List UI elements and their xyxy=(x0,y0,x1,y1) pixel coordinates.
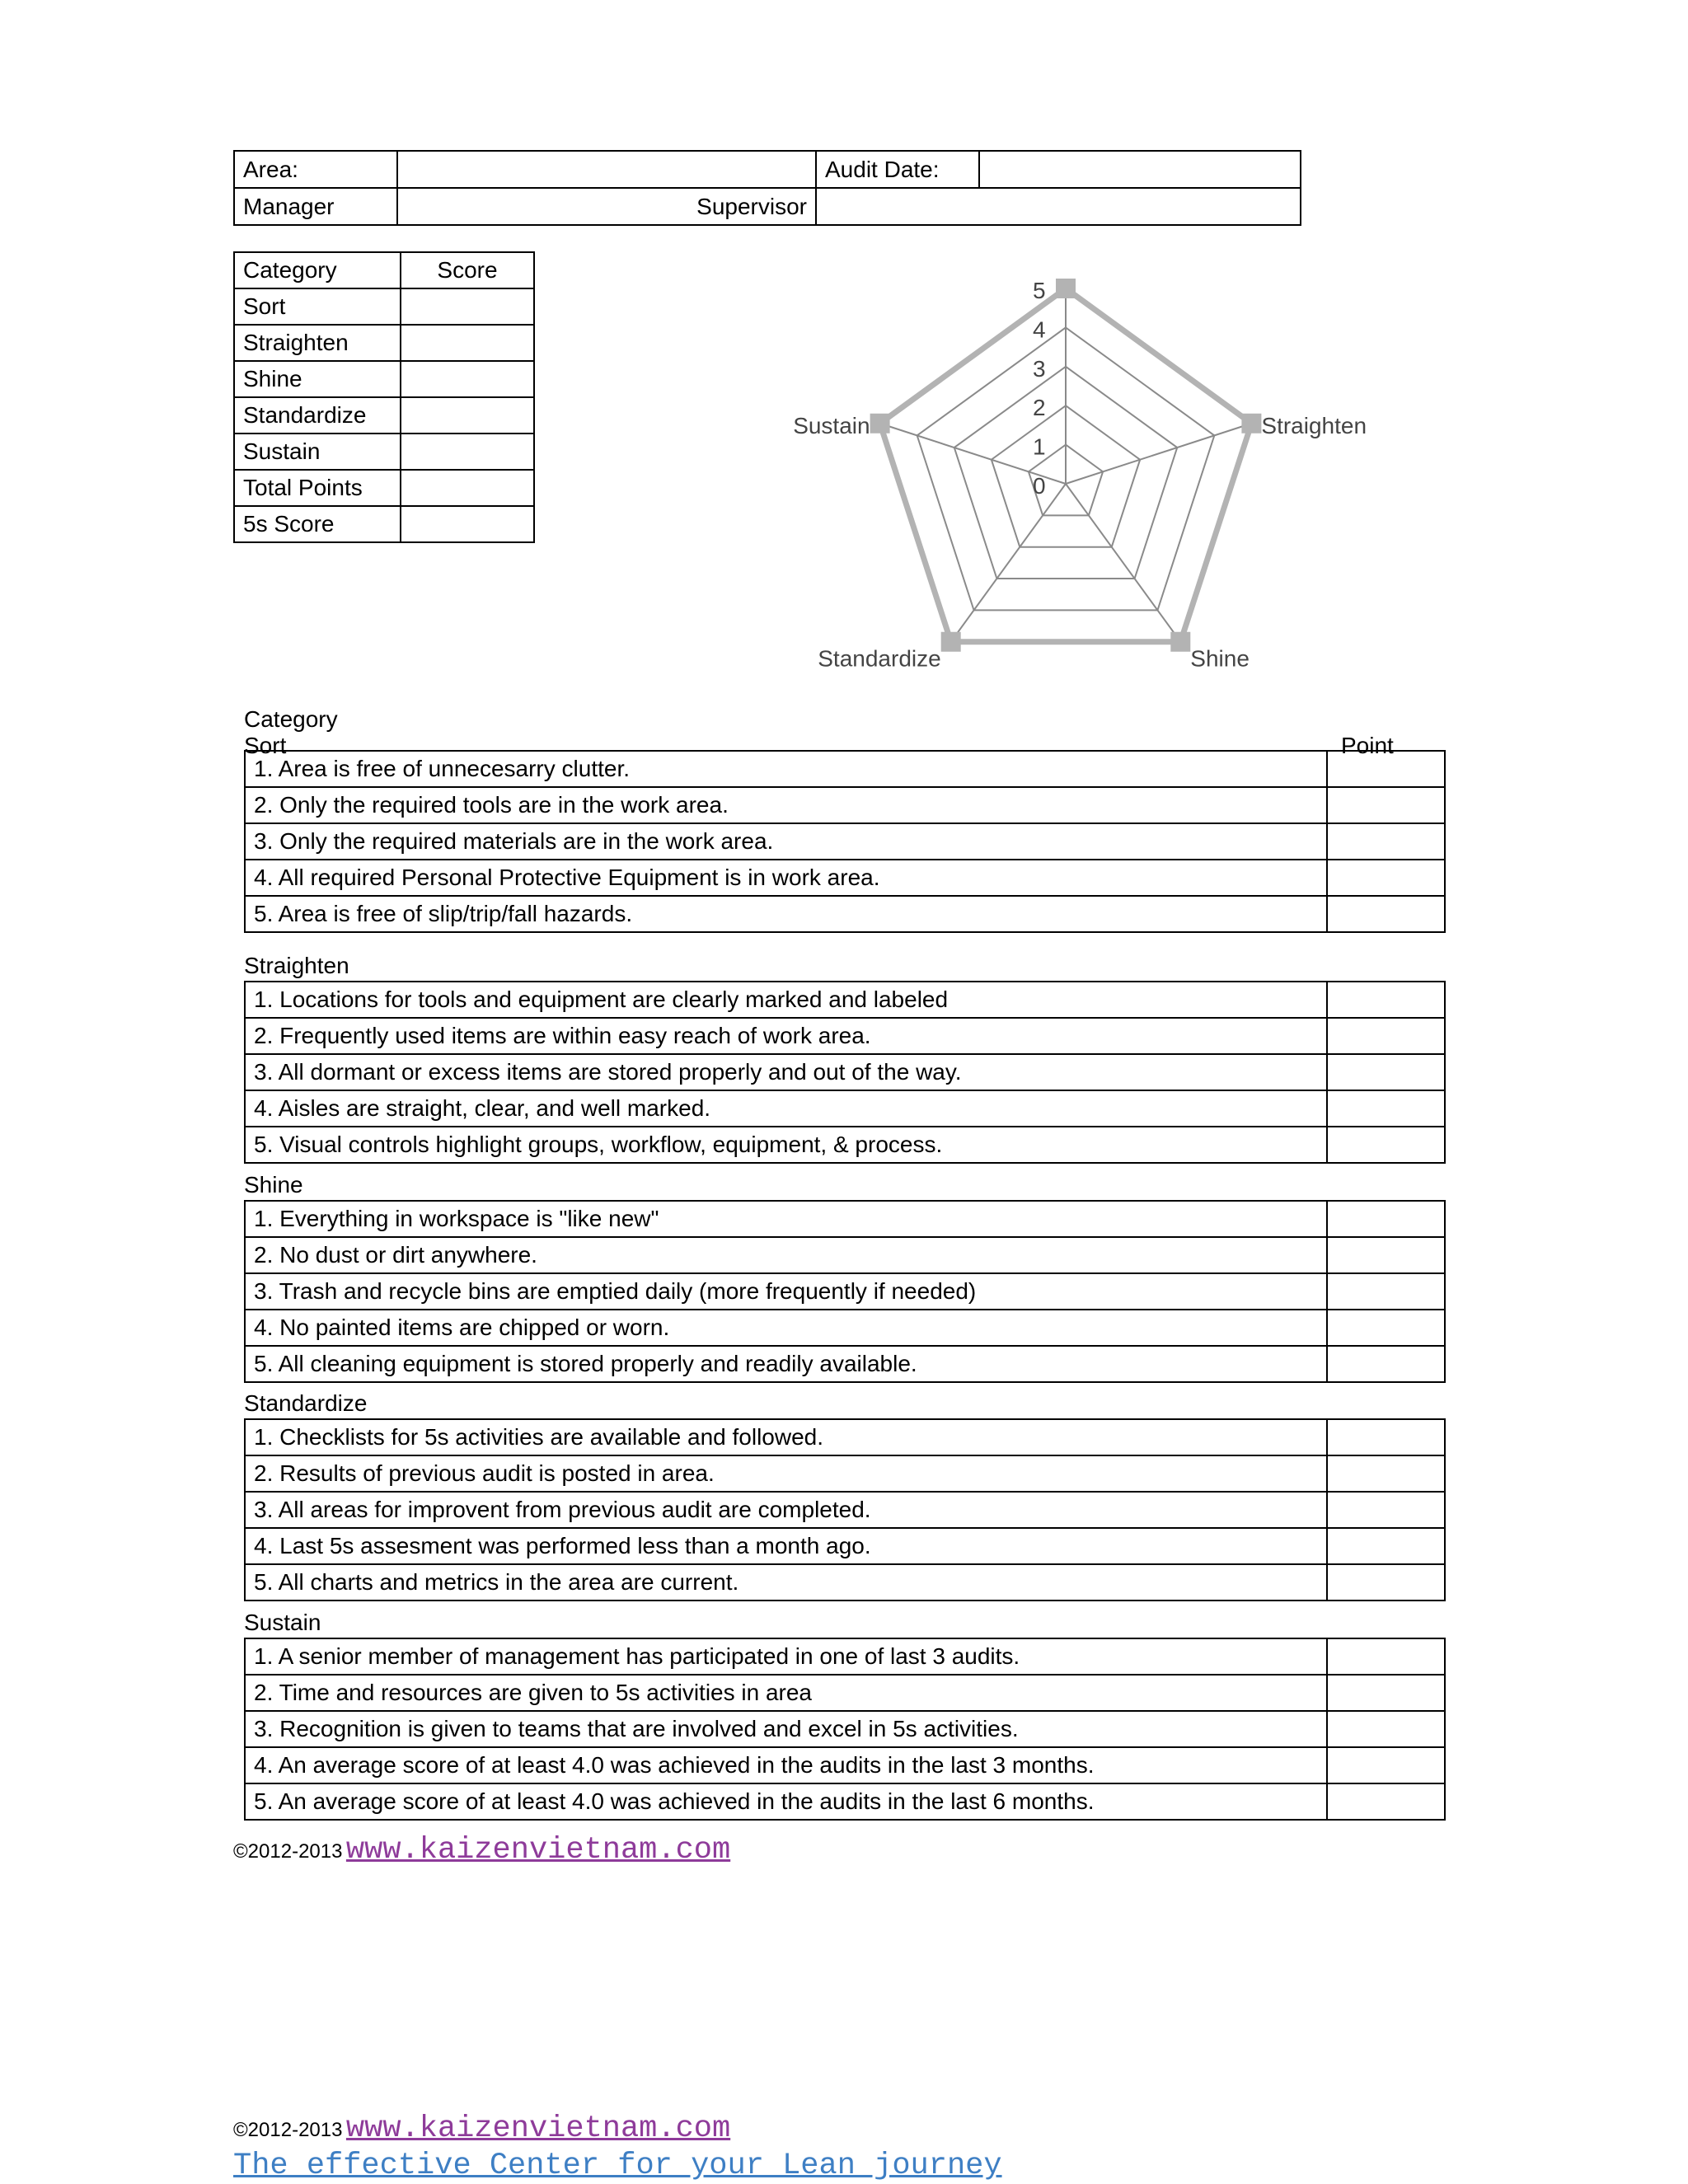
checklist-point-cell[interactable] xyxy=(1327,860,1445,896)
checklist-row xyxy=(245,1783,1445,1820)
footer-copyright: ©2012-2013 xyxy=(233,2119,343,2141)
checklist-item-text: 1. A senior member of management has participated in one of last 3 audits. xyxy=(245,1638,1327,1675)
radar-spoke xyxy=(1066,484,1180,642)
footer-2 xyxy=(233,2111,730,2146)
supervisor-label: Supervisor xyxy=(397,188,816,225)
checklist-table-standardize xyxy=(244,1418,1446,1601)
checklist-item-text: 5. Visual controls highlight groups, workflow, equipment, & process. xyxy=(245,1127,1327,1163)
score-col-category: Category xyxy=(234,252,401,288)
checklist-row xyxy=(245,1419,1445,1455)
checklist-item-text: 3. All dormant or excess items are stored properly and out of the way. xyxy=(245,1054,1327,1090)
score-row-label: Sort xyxy=(234,288,401,325)
footer-website-link[interactable]: www.kaizenvietnam.com xyxy=(345,2111,731,2146)
manager-label: Manager xyxy=(234,188,397,225)
checklist-point-cell[interactable] xyxy=(1327,823,1445,860)
checklist-item-text: 5. All cleaning equipment is stored properly and readily available. xyxy=(245,1346,1327,1382)
radar-point-standardize xyxy=(941,632,961,652)
radar-tick-label: 5 xyxy=(1033,278,1046,303)
checklist-row xyxy=(245,1127,1445,1163)
radar-tick-label: 0 xyxy=(1033,473,1046,499)
checklist-point-cell[interactable] xyxy=(1327,1310,1445,1346)
checklist-point-cell[interactable] xyxy=(1327,1492,1445,1528)
radar-axis-label: Sustain xyxy=(793,412,870,438)
radar-point-sustain xyxy=(870,414,890,434)
checklist-table-shine xyxy=(244,1200,1446,1383)
radar-point-shine xyxy=(1170,632,1190,652)
checklist-row xyxy=(245,860,1445,896)
checklist-table-sort xyxy=(244,750,1446,933)
radar-tick-label: 4 xyxy=(1033,316,1046,343)
checklist-row xyxy=(245,1346,1445,1382)
checklist-item-text: 1. Locations for tools and equipment are clearly marked and labeled xyxy=(245,982,1327,1018)
checklist-row xyxy=(245,787,1445,823)
checklist-row xyxy=(245,1528,1445,1564)
footer-1 xyxy=(233,1833,730,1868)
checklist-item-text: 5. All charts and metrics in the area are current. xyxy=(245,1564,1327,1601)
section-label-shine: Shine xyxy=(244,1172,303,1197)
radar-spoke xyxy=(951,484,1066,642)
radar-axis-labels xyxy=(793,413,1367,672)
checklist-point-cell[interactable] xyxy=(1327,1273,1445,1310)
checklist-item-text: 3. Only the required materials are in the work area. xyxy=(245,823,1327,860)
checklist-row xyxy=(245,1310,1445,1346)
checklist-item-text: 4. No painted items are chipped or worn. xyxy=(245,1310,1327,1346)
checklist-row xyxy=(245,1711,1445,1747)
radar-axis-label: Standardize xyxy=(818,645,941,672)
score-row-label: Shine xyxy=(234,361,401,397)
checklist-point-cell[interactable] xyxy=(1327,1528,1445,1564)
checklist-category-heading: Category xyxy=(244,706,338,732)
checklist-item-text: 5. An average score of at least 4.0 was achieved in the audits in the last 6 months. xyxy=(245,1783,1327,1820)
checklist-item-text: 4. Aisles are straight, clear, and well marked. xyxy=(245,1090,1327,1127)
checklist-point-cell[interactable] xyxy=(1327,787,1445,823)
audit-date-label: Audit Date: xyxy=(816,151,979,188)
checklist-point-cell[interactable] xyxy=(1327,1201,1445,1237)
footer-tagline[interactable]: The effective Center for your Lean journey xyxy=(233,2149,1002,2183)
checklist-row xyxy=(245,1675,1445,1711)
checklist-point-cell[interactable] xyxy=(1327,1127,1445,1163)
checklist-point-cell[interactable] xyxy=(1327,1747,1445,1783)
checklist-item-text: 3. Recognition is given to teams that are involved and excel in 5s activities. xyxy=(245,1711,1327,1747)
checklist-row xyxy=(245,1054,1445,1090)
footer-website-link[interactable]: www.kaizenvietnam.com xyxy=(345,1833,731,1868)
checklist-row xyxy=(245,1455,1445,1492)
checklist-row xyxy=(245,982,1445,1018)
checklist-row xyxy=(245,896,1445,932)
checklist-point-cell[interactable] xyxy=(1327,1564,1445,1601)
checklist-point-heading: Point xyxy=(1341,733,1394,758)
radar-tick-label: 3 xyxy=(1033,355,1046,382)
checklist-point-cell[interactable] xyxy=(1327,896,1445,932)
radar-spoke xyxy=(1066,424,1251,484)
checklist-item-text: 5. Area is free of slip/trip/fall hazards. xyxy=(245,896,1327,932)
checklist-row xyxy=(245,1747,1445,1783)
checklist-row xyxy=(245,823,1445,860)
checklist-point-cell[interactable] xyxy=(1327,1419,1445,1455)
checklist-table-sustain xyxy=(244,1638,1446,1821)
checklist-row xyxy=(245,1090,1445,1127)
checklist-item-text: 1. Checklists for 5s activities are available and followed. xyxy=(245,1419,1327,1455)
checklist-table-straighten xyxy=(244,981,1446,1164)
section-label-sustain: Sustain xyxy=(244,1610,321,1635)
checklist-item-text: 2. No dust or dirt anywhere. xyxy=(245,1237,1327,1273)
checklist-point-cell[interactable] xyxy=(1327,1018,1445,1054)
checklist-row xyxy=(245,1018,1445,1054)
checklist-point-cell[interactable] xyxy=(1327,751,1445,787)
radar-chart xyxy=(0,0,1688,742)
checklist-item-text: 2. Results of previous audit is posted in area. xyxy=(245,1455,1327,1492)
checklist-row xyxy=(245,1201,1445,1237)
checklist-point-cell[interactable] xyxy=(1327,1675,1445,1711)
radar-point-sort xyxy=(1056,279,1076,298)
checklist-point-cell[interactable] xyxy=(1327,982,1445,1018)
checklist-point-cell[interactable] xyxy=(1327,1090,1445,1127)
checklist-row xyxy=(245,1273,1445,1310)
checklist-point-cell[interactable] xyxy=(1327,1346,1445,1382)
checklist-row xyxy=(245,1638,1445,1675)
radar-point-straighten xyxy=(1241,414,1261,434)
checklist-item-text: 3. Trash and recycle bins are emptied daily (more frequently if needed) xyxy=(245,1273,1327,1310)
footer-copyright: ©2012-2013 xyxy=(233,1840,343,1863)
checklist-item-text: 4. An average score of at least 4.0 was achieved in the audits in the last 3 months. xyxy=(245,1747,1327,1783)
section-label-sort: Sort xyxy=(244,733,287,758)
section-label-standardize: Standardize xyxy=(244,1390,368,1416)
checklist-row xyxy=(245,1492,1445,1528)
checklist-item-text: 1. Area is free of unnecesarry clutter. xyxy=(245,751,1327,787)
score-row-label: Standardize xyxy=(234,397,401,434)
checklist-item-text: 1. Everything in workspace is "like new" xyxy=(245,1201,1327,1237)
checklist-point-cell[interactable] xyxy=(1327,1711,1445,1747)
checklist-item-text: 2. Time and resources are given to 5s activities in area xyxy=(245,1675,1327,1711)
checklist-row xyxy=(245,1237,1445,1273)
radar-axis-label: Straighten xyxy=(1261,412,1367,438)
checklist-item-text: 4. All required Personal Protective Equipment is in work area. xyxy=(245,860,1327,896)
checklist-point-cell[interactable] xyxy=(1327,1237,1445,1273)
checklist-row xyxy=(245,751,1445,787)
checklist-item-text: 3. All areas for improvent from previous audit are completed. xyxy=(245,1492,1327,1528)
area-label: Area: xyxy=(234,151,397,188)
checklist-item-text: 2. Only the required tools are in the work area. xyxy=(245,787,1327,823)
radar-axis-label: Shine xyxy=(1190,645,1250,672)
section-label-straighten: Straighten xyxy=(244,953,349,978)
checklist-item-text: 2. Frequently used items are within easy reach of work area. xyxy=(245,1018,1327,1054)
score-row-label: Sustain xyxy=(234,434,401,470)
checklist-point-cell[interactable] xyxy=(1327,1054,1445,1090)
score-row-label: Total Points xyxy=(234,470,401,506)
score-row-label: Straighten xyxy=(234,325,401,361)
checklist-item-text: 4. Last 5s assesment was performed less than a month ago. xyxy=(245,1528,1327,1564)
radar-tick-label: 1 xyxy=(1033,434,1046,460)
radar-tick-label: 2 xyxy=(1033,395,1046,421)
score-col-score: Score xyxy=(401,252,534,288)
score-row-label: 5s Score xyxy=(234,506,401,542)
checklist-row xyxy=(245,1564,1445,1601)
checklist-point-cell[interactable] xyxy=(1327,1638,1445,1675)
checklist-point-cell[interactable] xyxy=(1327,1455,1445,1492)
checklist-point-cell[interactable] xyxy=(1327,1783,1445,1820)
